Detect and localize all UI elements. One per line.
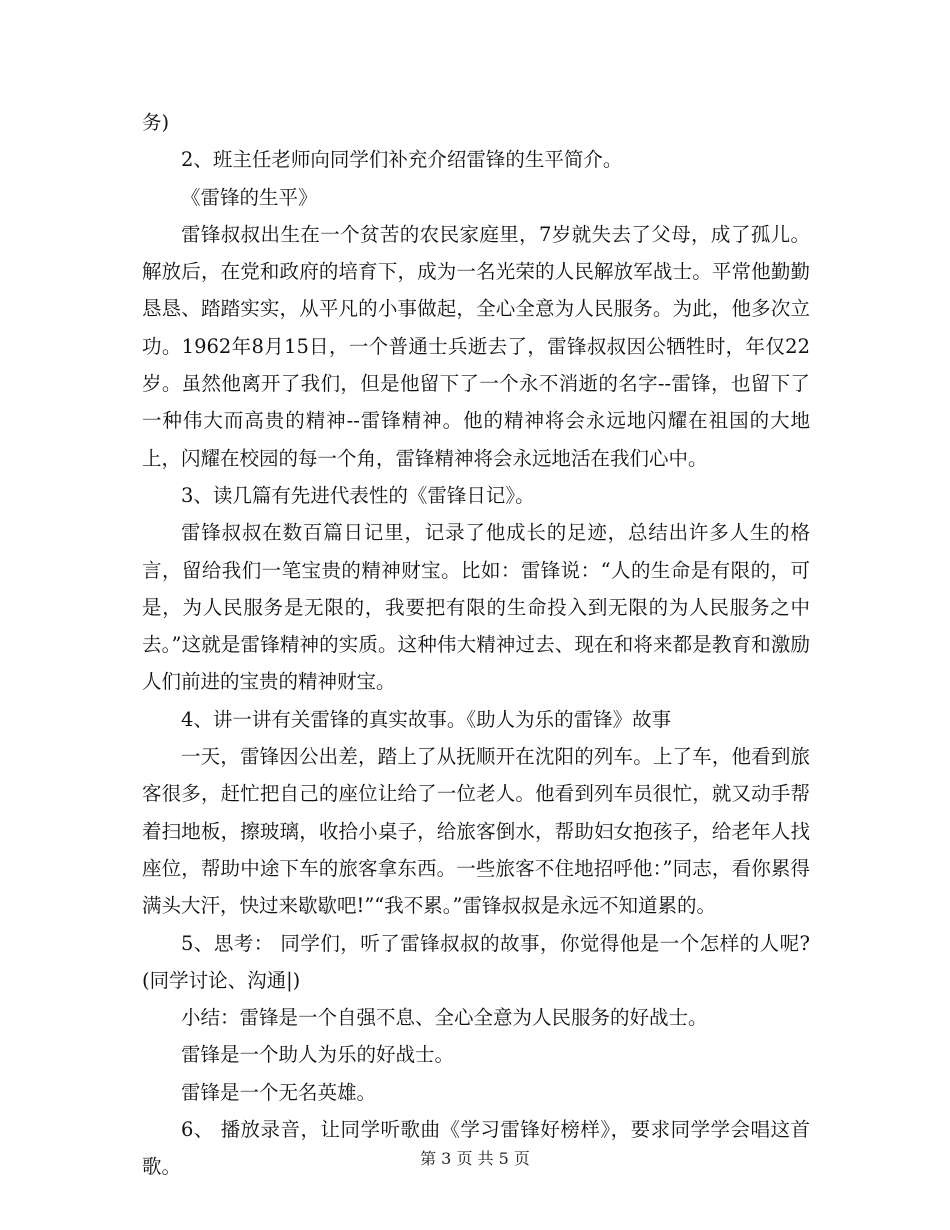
paragraph-10: 小结：雷锋是一个自强不息、全心全意为人民服务的好战士。 [181, 1006, 708, 1030]
page-number-label: 第 3 页 共 5 页 [420, 1149, 530, 1168]
paragraph-13: 6、 播放录音，让同学听歌曲《学习雷锋好榜样》，要求同学学会唱这首歌。 [142, 1118, 810, 1179]
paragraph-6: 雷锋叔叔在数百篇日记里，记录了他成长的足迹，总结出许多人生的格言，留给我们一笔宝贵的精神财宝。比如：雷锋说：“人的生命是有限的，可是，为人民服务是无限的，我要把有限的生命投入到无限的为人民服务之中去。”这就是雷锋精神的实质。这种伟大精神过去、现在和将来都是教育和激励人们前进的宝贵的精神财宝。 [142, 521, 810, 694]
paragraph-9: 5、思考： 同学们，听了雷锋叔叔的故事，你觉得他是一个怎样的人呢?(同学讨论、沟通|) [142, 931, 810, 992]
document-body [142, 104, 810, 1186]
paragraph-12: 雷锋是一个无名英雄。 [181, 1080, 377, 1104]
paragraph-8: 一天，雷锋因公出差，踏上了从抚顺开在沈阳的列车。上了车，他看到旅客很多，赶忙把自己的座位让给了一位老人。他看到列车员很忙，就又动手帮着扫地板，擦玻璃，收拾小桌子，给旅客倒水，帮助妇女抱孩子，给老年人找座位，帮助中途下车的旅客拿东西。一些旅客不住地招呼他：”同志，看你累得满头大汗，快过来歇歇吧!”“我不累。”雷锋叔叔是永远不知道累的。 [142, 745, 810, 918]
paragraph-7: 4、讲一讲有关雷锋的真实故事。《助人为乐的雷锋》故事 [181, 707, 672, 731]
paragraph-2: 2、班主任老师向同学们补充介绍雷锋的生平简介。 [181, 148, 623, 172]
paragraph-11: 雷锋是一个助人为乐的好战士。 [181, 1043, 455, 1067]
paragraph-1: 务) [142, 111, 170, 134]
page-footer [0, 1148, 950, 1170]
paragraph-4: 雷锋叔叔出生在一个贫苦的农民家庭里，7岁就失去了父母，成了孤儿。解放后，在党和政府的培育下，成为一名光荣的人民解放军战士。平常他勤勤恳恳、踏踏实实，从平凡的小事做起，全心全意为人民服务。为此，他多次立功。1962年8月15日，一个普通士兵逝去了，雷锋叔叔因公牺牲时，年仅22岁。虽然他离开了我们，但是他留下了一个永不消逝的名字--雷锋，也留下了一种伟大而高贵的精神--雷锋精神。他的精神将会永远地闪耀在祖国的大地上，闪耀在校园的每一个角，雷锋精神将会永远地活在我们心中。 [142, 222, 810, 470]
paragraph-5: 3、读几篇有先进代表性的《雷锋日记》。 [181, 483, 535, 507]
paragraph-3: 《雷锋的生平》 [181, 185, 318, 209]
